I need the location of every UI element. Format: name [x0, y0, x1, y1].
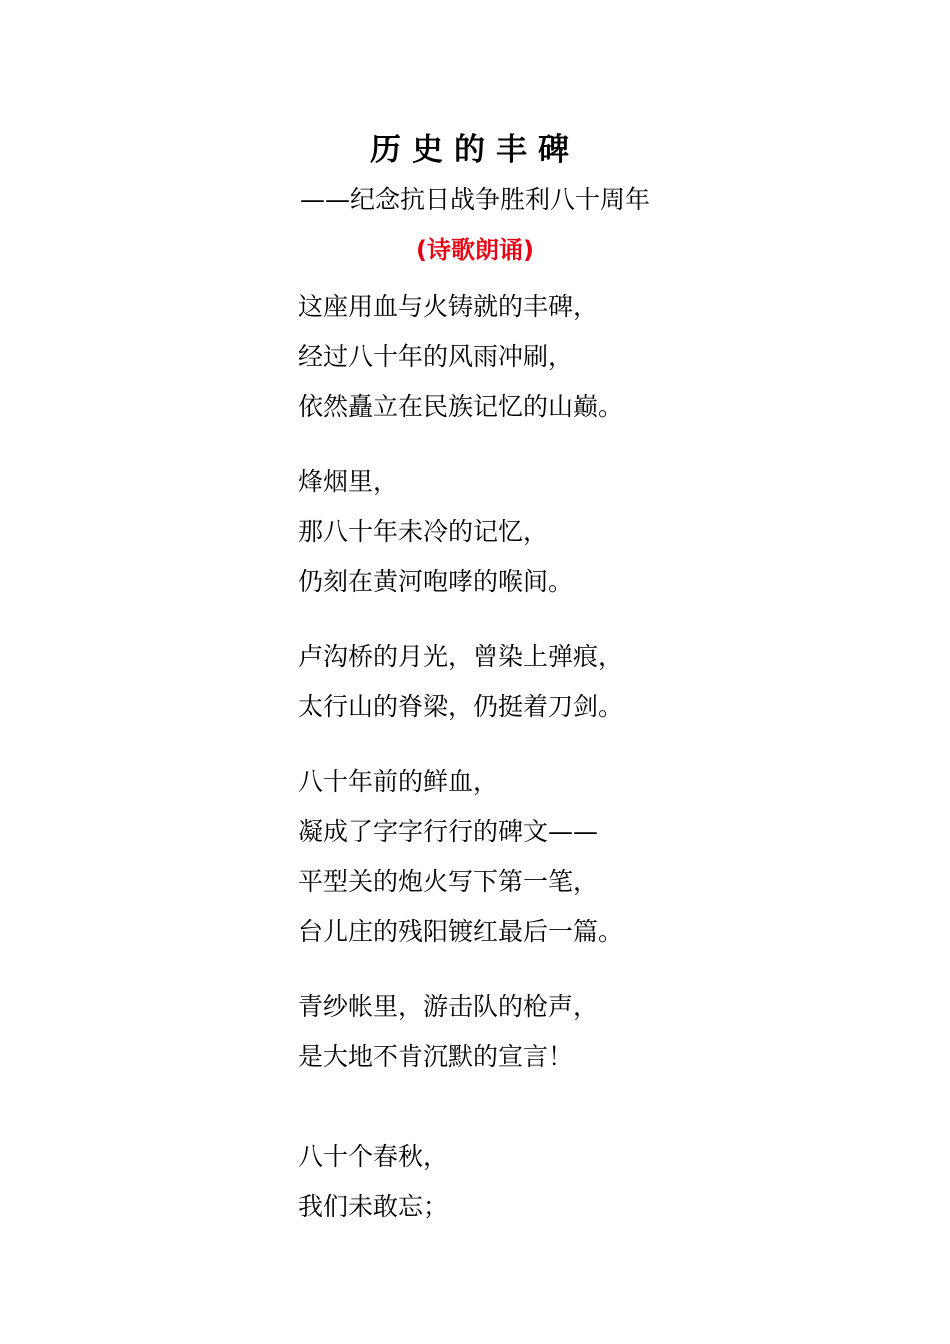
- poem-subtitle: ——纪念抗日战争胜利八十周年: [299, 185, 650, 214]
- poem-body: [298, 282, 898, 1232]
- poem-line: 八十个春秋，: [298, 1142, 449, 1171]
- poem-line: 那八十年未冷的记忆，: [298, 517, 549, 546]
- stanza-spacer: [298, 1082, 898, 1132]
- stanza-spacer: [298, 732, 898, 757]
- poem-line: 平型关的炮火写下第一笔，: [298, 867, 599, 896]
- poem-line: 仍刻在黄河咆哮的喉间。: [298, 567, 574, 596]
- poem-line: 卢沟桥的月光，曾染上弹痕，: [298, 642, 624, 671]
- poem-line: 烽烟里，: [298, 467, 399, 496]
- poem-line: 太行山的脊梁，仍挺着刀剑。: [298, 692, 624, 721]
- stanza-2: [298, 457, 898, 607]
- stanza-spacer: [298, 607, 898, 632]
- poem-line: 经过八十年的风雨冲刷，: [298, 342, 574, 371]
- stanza-5: [298, 982, 898, 1082]
- poem-line: 是大地不肯沉默的宣言！: [298, 1042, 574, 1071]
- poem-line: 这座用血与火铸就的丰碑，: [298, 292, 599, 321]
- performance-tag: (诗歌朗诵): [416, 236, 534, 264]
- stanza-6: [298, 1132, 898, 1232]
- poem-line: 青纱帐里，游击队的枪声，: [298, 992, 599, 1021]
- stanza-3: [298, 632, 898, 732]
- stanza-spacer: [298, 957, 898, 982]
- stanza-1: [298, 282, 898, 432]
- poem-title: 历史的丰碑: [370, 132, 580, 168]
- stanza-spacer: [298, 432, 898, 457]
- poem-line: 凝成了字字行行的碑文——: [298, 817, 599, 846]
- stanza-4: [298, 757, 898, 957]
- poem-line: 八十年前的鲜血，: [298, 767, 499, 796]
- poem-line: 台儿庄的残阳镀红最后一篇。: [298, 917, 624, 946]
- poem-line: 我们未敢忘；: [298, 1192, 449, 1221]
- poem-line: 依然矗立在民族记忆的山巅。: [298, 392, 624, 421]
